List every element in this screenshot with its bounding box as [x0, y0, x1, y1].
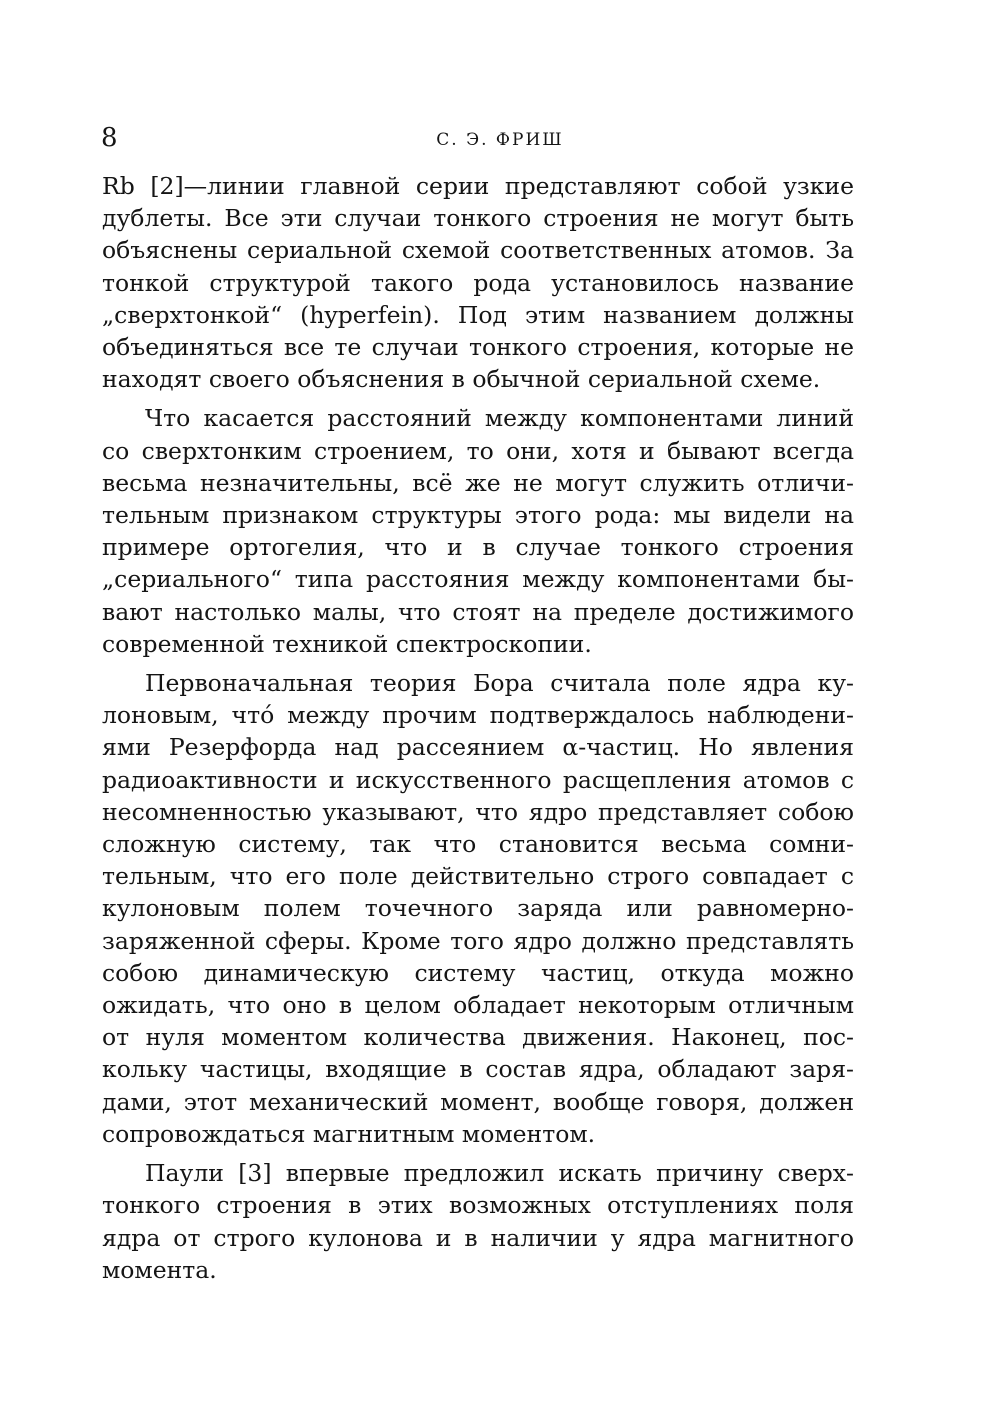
page-number: 8 [101, 123, 118, 153]
paragraph: Первоначальная теория Бора считала поле ядра кулоновым, чтó между прочим подтверждалось наблюдениями Резерфорда над рассеянием α-частиц. Но явления радиоактивности и искусственного расщепления атомов с несомненностью указывают, что ядро представляет собою сложную систему, так что становится весьма сомнительным, что его поле действительно строго совпадает с кулоновым полем точечного заряда или равномерно-заряженной сферы. Кроме того ядро должно представлять собою динамическую систему частиц, откуда можно ожидать, что оно в целом обладает некоторым отличным от нуля моментом количества движения. Наконец, поскольку частицы, входящие в состав ядра, обладают зарядами, этот механический момент, вообще говоря, должен сопровождаться магнитным моментом. [102, 669, 854, 1148]
paragraph-continuation: Rb [2]—линии главной серии представляют собой узкие дублеты. Все эти случаи тонкого строения не могут быть объяснены сериальной схемой соответственных атомов. За тонкой структурой такого рода установилось название „сверхтонкой“ (hyperfein). Под этим названием должны объединяться все те случаи тонкого строения, которые не находят своего объяснения в обычной сериальной схеме. [102, 172, 854, 394]
paragraph: Паули [3] впервые предложил искать причину сверхтонкого строения в этих возможных отступлениях поля ядра от строго кулонова и в наличии у ядра магнитного момента. [102, 1159, 854, 1284]
paragraph: Что касается расстояний между компонентами линий со сверхтонким строением, то они, хотя и бывают всегда весьма незначительны, всё же не могут служить отличительным признаком структуры этого рода: мы видели на примере ортогелия, что и в случае тонкого строения „сериального“ типа расстояния между компонентами бывают настолько малы, что стоят на пределе достижимого современной техникой спектроскопии. [102, 404, 854, 658]
running-title: С. Э. ФРИШ [436, 130, 564, 150]
body-text [102, 170, 854, 1286]
